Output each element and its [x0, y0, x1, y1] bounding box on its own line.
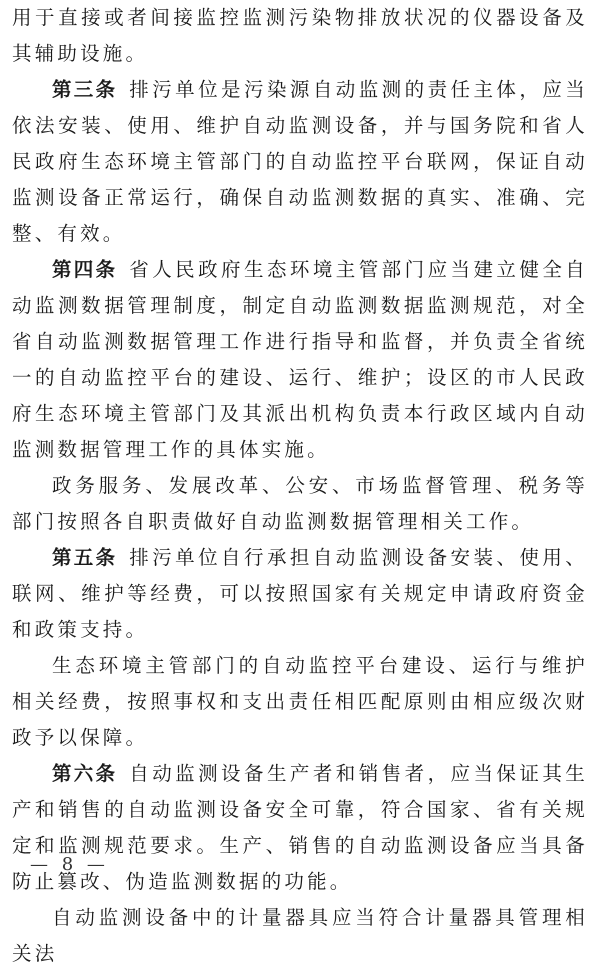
article-3-label: 第三条: [52, 78, 118, 101]
article-3: [12, 72, 588, 252]
page-number: — 8 —: [30, 854, 109, 875]
article-5-label: 第五条: [52, 546, 118, 569]
article-6-label: 第六条: [52, 762, 118, 785]
article-5-paragraph-2: [12, 648, 588, 756]
document-page: [12, 0, 588, 972]
article-4-paragraph-2-text: 政务服务、发展改革、公安、市场监督管理、税务等部门按照各自职责做好自动监测数据管理相关工作。: [12, 474, 588, 533]
article-6-text: 自动监测设备生产者和销售者，应当保证其生产和销售的自动监测设备安全可靠，符合国家、省有关规定和监测规范要求。生产、销售的自动监测设备应当具备防止篡改、伪造监测数据的功能。: [12, 762, 588, 893]
article-5-paragraph-2-text: 生态环境主管部门的自动监控平台建设、运行与维护相关经费，按照事权和支出责任相匹配原则由相应级次财政予以保障。: [12, 654, 588, 749]
paragraph-1-text: 用于直接或者间接监控监测污染物排放状况的仪器设备及其辅助设施。: [12, 6, 588, 65]
article-3-text: 排污单位是污染源自动监测的责任主体，应当依法安装、使用、维护自动监测设备，并与国务院和省人民政府生态环境主管部门的自动监控平台联网，保证自动监测设备正常运行，确保自动监测数据的真实、准确、完整、有效。: [12, 78, 588, 245]
article-5-text: 排污单位自行承担自动监测设备安装、使用、联网、维护等经费，可以按照国家有关规定申请政府资金和政策支持。: [12, 546, 588, 641]
article-4-text: 省人民政府生态环境主管部门应当建立健全自动监测数据管理制度，制定自动监测数据监测规范，对全省自动监测数据管理工作进行指导和监督，并负责全省统一的自动监控平台的建设、运行、维护；设区的市人民政府生态环境主管部门及其派出机构负责本行政区域内自动监测数据管理工作的具体实施。: [12, 258, 588, 461]
paragraph-1: [12, 0, 588, 72]
article-6-paragraph-2-text: 自动监测设备中的计量器具应当符合计量器具管理相关法: [12, 906, 588, 965]
article-6: [12, 756, 588, 900]
article-5: [12, 540, 588, 648]
article-4: [12, 252, 588, 468]
article-6-paragraph-2: [12, 900, 588, 972]
article-4-label: 第四条: [52, 258, 118, 281]
article-4-paragraph-2: [12, 468, 588, 540]
